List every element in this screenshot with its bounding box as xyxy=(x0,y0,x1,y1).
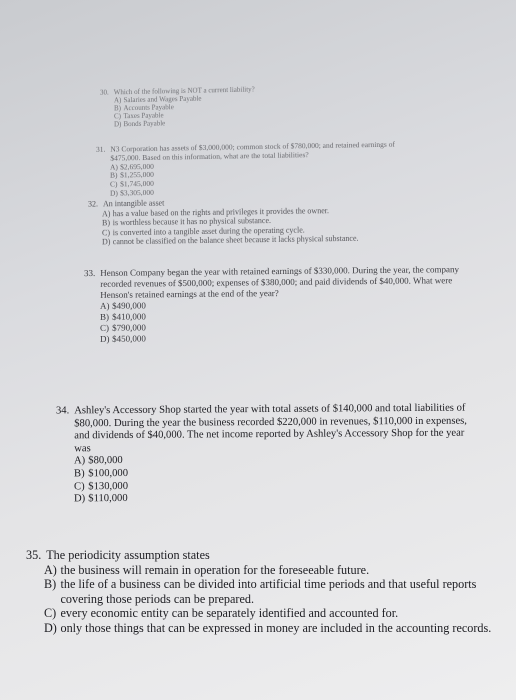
question-text: An intangible asset xyxy=(103,198,165,209)
question-text: The periodicity assumption states xyxy=(46,548,210,562)
question-32 xyxy=(88,194,458,247)
question-number: 32. xyxy=(88,199,98,209)
answer-option-d: D) only those things that can be expressed in money are included in the accounting records. xyxy=(44,620,492,635)
question-stem xyxy=(56,403,476,456)
answer-option-b: B) $1,255,000 xyxy=(110,170,154,181)
question-number: 30. xyxy=(100,88,109,97)
answer-option-d: D) $110,000 xyxy=(74,493,128,505)
answer-option-a: A) the business will remain in operation for the foreseeable future. xyxy=(44,562,370,577)
question-text: Ashley's Accessory Shop started the year with total assets of $140,000 and total liabilities of $80,000. During the year the business recorded $220,000 in revenues, $110,000 in expenses, and dividends of $40,000. The net income reported by Ashley's Accessory Shop for the year was xyxy=(74,402,467,455)
question-30 xyxy=(100,83,360,128)
answer-option-c: C) $130,000 xyxy=(74,480,129,492)
question-33 xyxy=(84,264,479,345)
answer-option-b: B) Accounts Payable xyxy=(114,103,174,113)
question-35 xyxy=(26,548,496,636)
answer-option-b: B) is worthless because it has no physical substance. xyxy=(102,216,271,228)
question-34 xyxy=(56,403,476,507)
question-number: 35. xyxy=(26,548,42,562)
question-text: Which of the following is NOT a current liability? xyxy=(113,85,255,97)
answer-option-a: A) Salaries and Wages Payable xyxy=(114,94,202,105)
answer-option-c: C) every economic entity can be separately identified and accounted for. xyxy=(44,606,399,621)
answer-option-b: B) $410,000 xyxy=(100,311,146,322)
answer-options xyxy=(114,91,360,128)
question-number: 33. xyxy=(84,267,96,279)
answer-options xyxy=(102,204,458,247)
answer-option-d: D) cannot be classified on the balance sheet because it lacks physical substance. xyxy=(102,234,359,247)
answer-option-d: D) $3,305,000 xyxy=(110,187,154,198)
answer-options xyxy=(74,453,476,506)
question-31 xyxy=(96,140,426,199)
answer-option-a: A) $490,000 xyxy=(100,300,146,311)
answer-option-a: A) $2,695,000 xyxy=(110,161,154,172)
question-number: 34. xyxy=(56,405,70,417)
answer-option-b: B) the life of a business can be divided into artificial time periods and that useful reports covering those periods can be prepared. xyxy=(44,577,477,606)
answer-option-a: A) $80,000 xyxy=(74,455,123,467)
answer-option-c: C) $1,745,000 xyxy=(110,179,154,189)
answer-option-c: C) $790,000 xyxy=(100,322,146,333)
answer-option-c: C) is converted into a tangible asset during the operating cycle. xyxy=(102,225,305,238)
question-stem xyxy=(84,264,479,301)
question-number: 31. xyxy=(96,144,106,154)
answer-option-a: A) has a value based on the rights and privileges it provides the owner. xyxy=(102,205,329,218)
question-text: N3 Corporation has assets of $3,000,000; common stock of $780,000; and retained earnings of $475,000. Based on this information, what are the total liabilities? xyxy=(110,139,395,163)
answer-option-b: B) $100,000 xyxy=(74,467,129,480)
answer-option-d: D) Bonds Payable xyxy=(114,119,166,129)
answer-options xyxy=(100,297,479,345)
answer-option-d: D) $450,000 xyxy=(100,333,146,344)
answer-options xyxy=(110,158,426,199)
question-text: Henson Company began the year with retained earnings of $330,000. During the year, the company recorded revenues of $500,000; expenses of $380,000; and paid dividends of $40,000. What were Henson's retained earnings at the end of the year? xyxy=(100,264,460,300)
question-stem xyxy=(26,548,496,563)
answer-option-c: C) Taxes Payable xyxy=(114,111,164,121)
answer-options xyxy=(44,563,496,636)
